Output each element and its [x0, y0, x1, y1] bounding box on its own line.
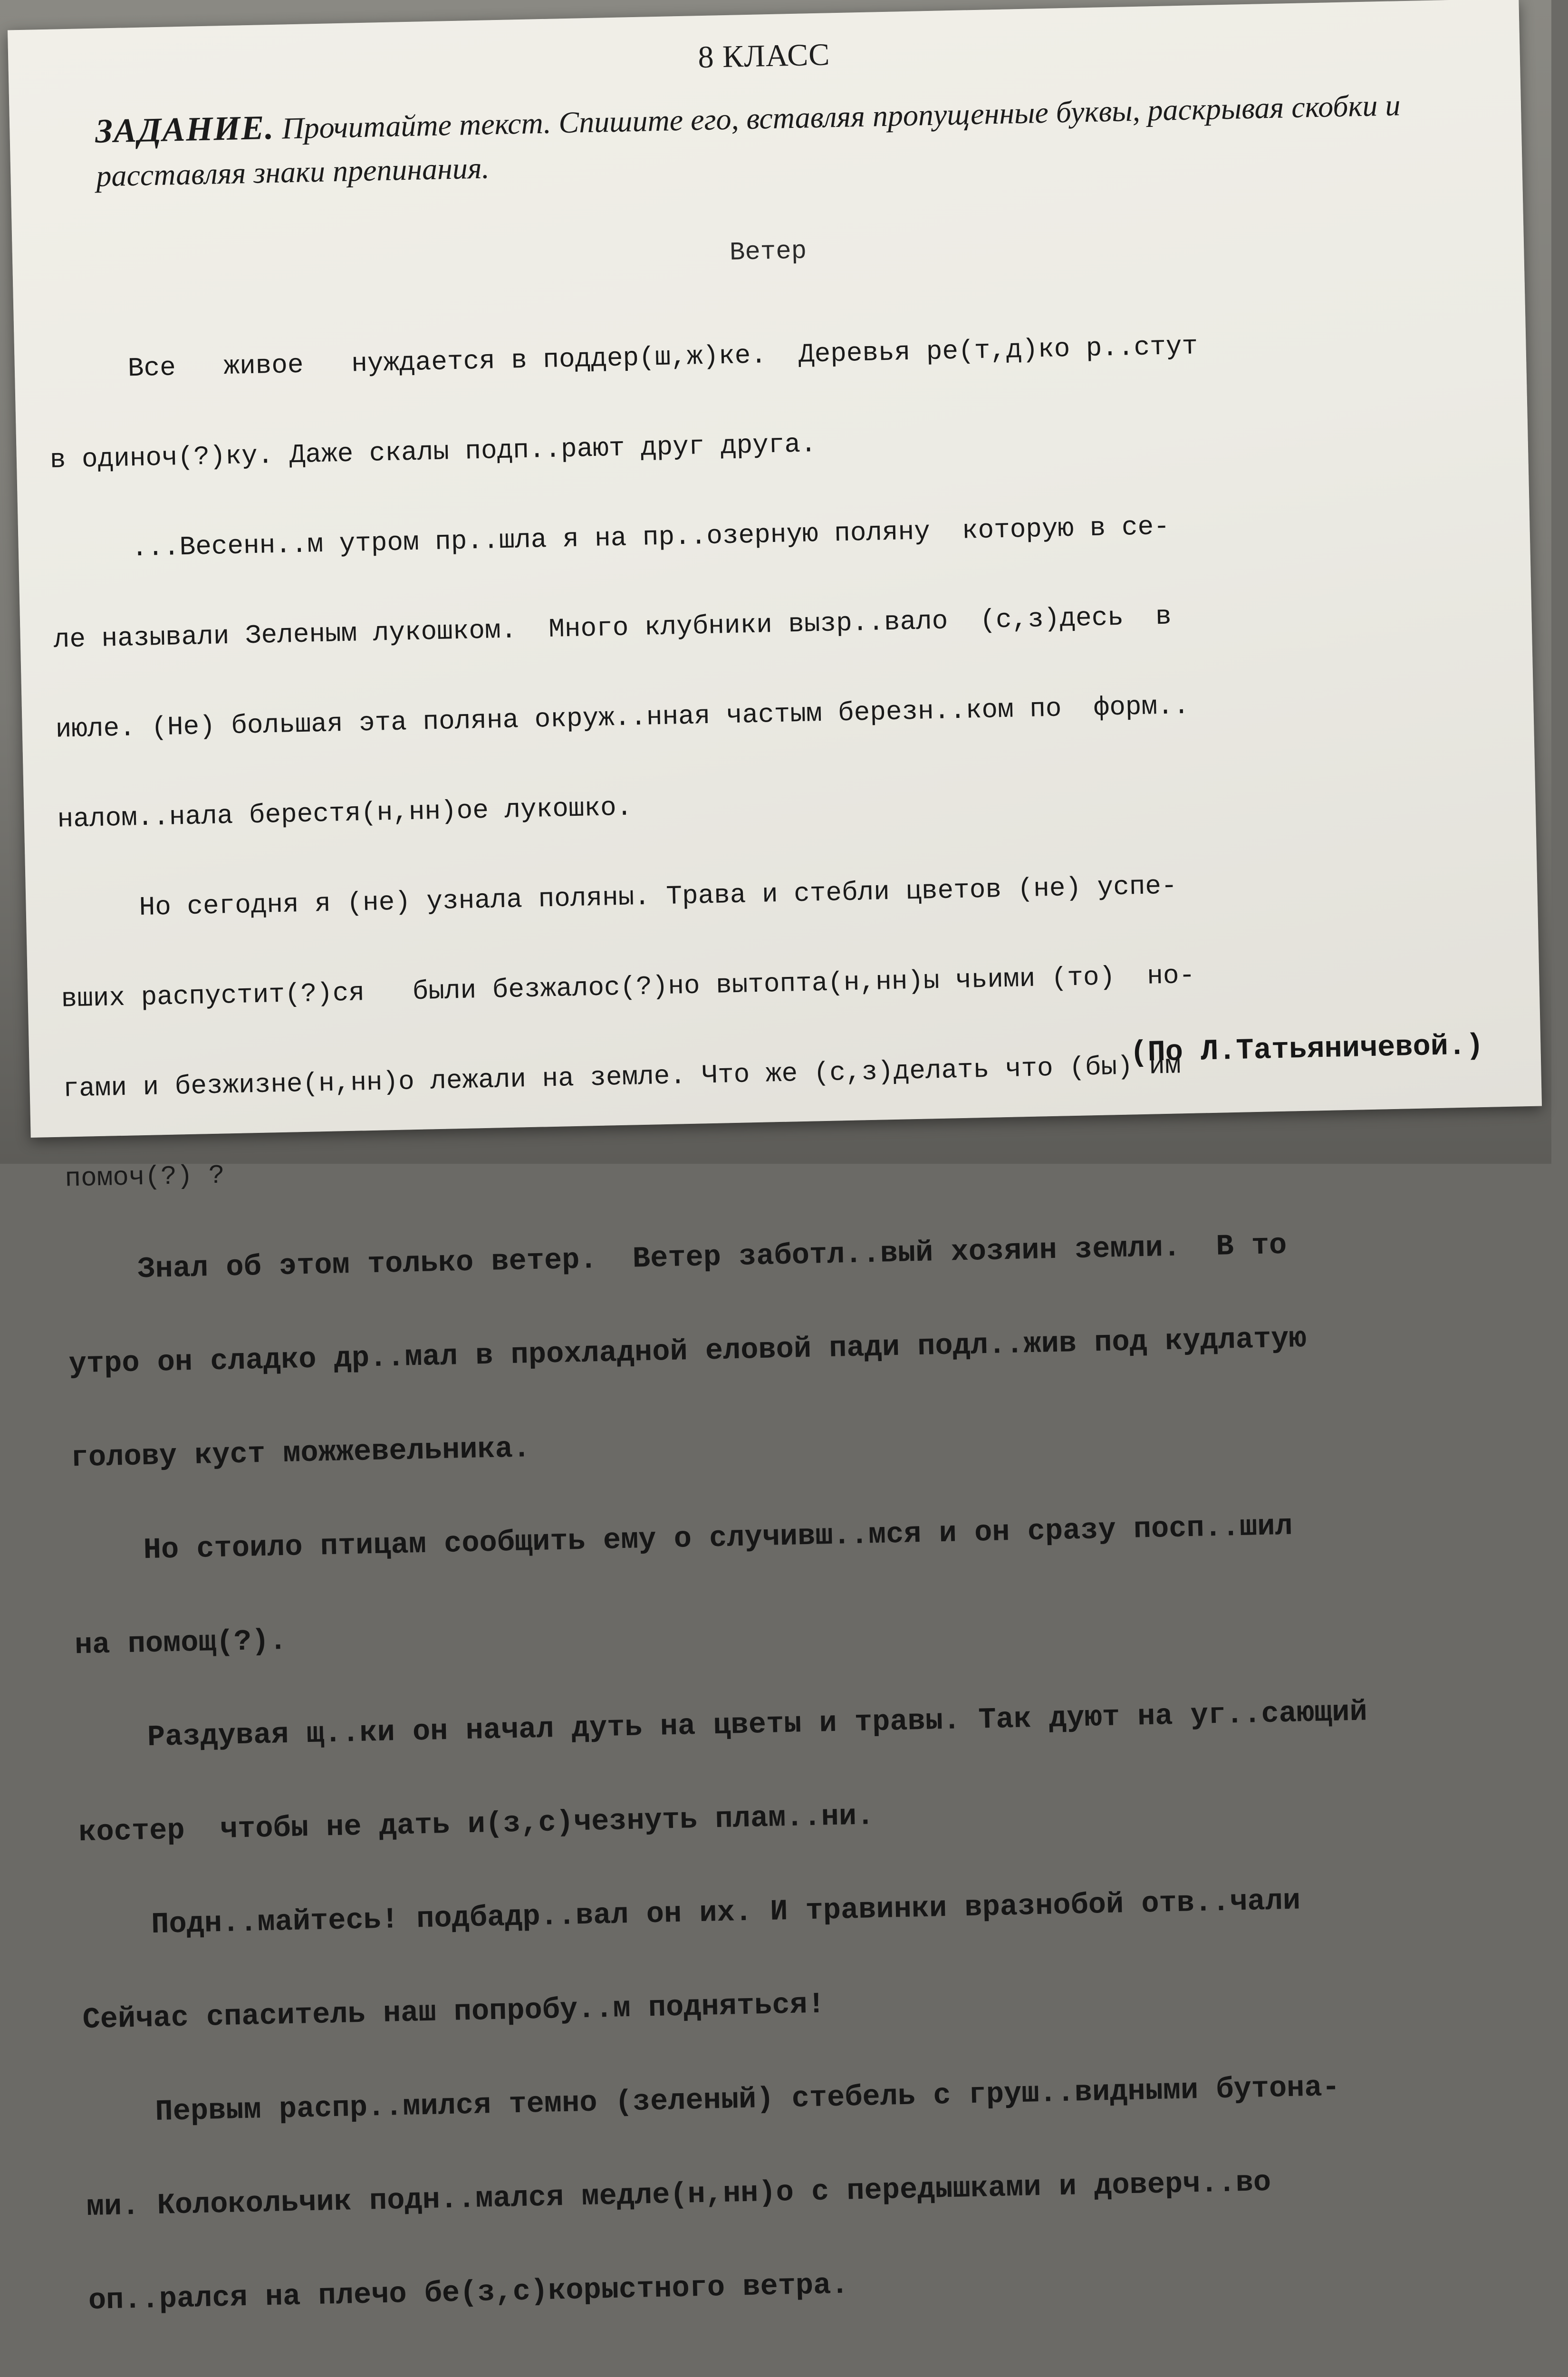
story-line: Но сегодня я (не) узнала поляны. Трава и стебли цветов (не) успе- — [59, 870, 1178, 925]
story-line: вших распустит(?)ся были безжалос(?)но вытопта(н,нн)ы чьими (то) но- — [60, 960, 1195, 1015]
story-line: костер чтобы не дать и(з,с)чезнуть плам..ни. — [78, 1799, 875, 1850]
story-line: Но стоило птицам сообщить ему о случивш..мся и он сразу посп..шил — [72, 1509, 1293, 1569]
story-line: помоч(?) ? — [64, 1160, 225, 1194]
story-line: в одиноч(?)ку. Даже скалы подп..рают друг друга. — [49, 429, 817, 475]
story-line: на помощ(?). — [74, 1623, 288, 1662]
task-label: ЗАДАНИЕ. — [95, 108, 275, 150]
story-line: гами и безжизне(н,нн)о лежали на земле. Что же (с,з)делать что (бы) им — [62, 1050, 1182, 1104]
story-line: Раздувая щ..ки он начал дуть на цветы и травы. Так дуют на уг..сающий — [76, 1695, 1368, 1756]
story-line: ми. Колокольчик подн..мался медле(н,нн)о с передышками и доверч..во — [86, 2165, 1271, 2224]
story-line: Первым распр..мился темно (зеленый) стебель с груш..видными бутона- — [84, 2070, 1340, 2131]
author-attribution: (По Л.Татьяничевой.) — [1129, 1028, 1484, 1070]
grade-heading: 8 КЛАСС — [697, 37, 831, 75]
story-line: Знал об этом только ветер. Ветер заботл..вый хозяин земли. В то — [66, 1228, 1288, 1288]
story-line: налом..нала берестя(н,нн)ое лукошко. — [57, 792, 633, 835]
story-line: ле называли Зеленым лукошком. Много клубники вызр..вало (с,з)десь в — [53, 601, 1172, 655]
task-text: Прочитайте текст. Спишите его, вставляя пропущенные буквы, раскрывая скобки и расставляя знаки препинания. — [96, 88, 1401, 193]
story-title: Ветер — [729, 237, 807, 268]
story-line: утро он сладко др..мал в прохладной еловой пади подл..жив под кудлатую — [68, 1321, 1307, 1382]
story-line: Подн..майтесь! подбадр..вал он их. И травинки вразнобой отв..чали — [80, 1884, 1301, 1943]
story-line: оп..рался на плечо бе(з,с)корыстного ветра. — [88, 2268, 849, 2318]
story-line: голову куст можжевельника. — [70, 1431, 531, 1475]
story-line: Сейчас спаситель наш попробу..м подняться! — [82, 1987, 826, 2037]
story-line: Все живое нуждается в поддер(ш,ж)ке. Деревья ре(т,д)ко р..стут — [48, 331, 1198, 386]
worksheet-page — [8, 0, 1542, 2318]
story-line: ...Весенн..м утром пр..шла я на пр..озерную поляну которую в се- — [51, 511, 1170, 565]
story-body — [47, 265, 1539, 2377]
story-line: июле. (Не) большая эта поляна окруж..нная частым березн..ком по форм.. — [55, 690, 1190, 745]
task-instructions — [95, 81, 1427, 198]
